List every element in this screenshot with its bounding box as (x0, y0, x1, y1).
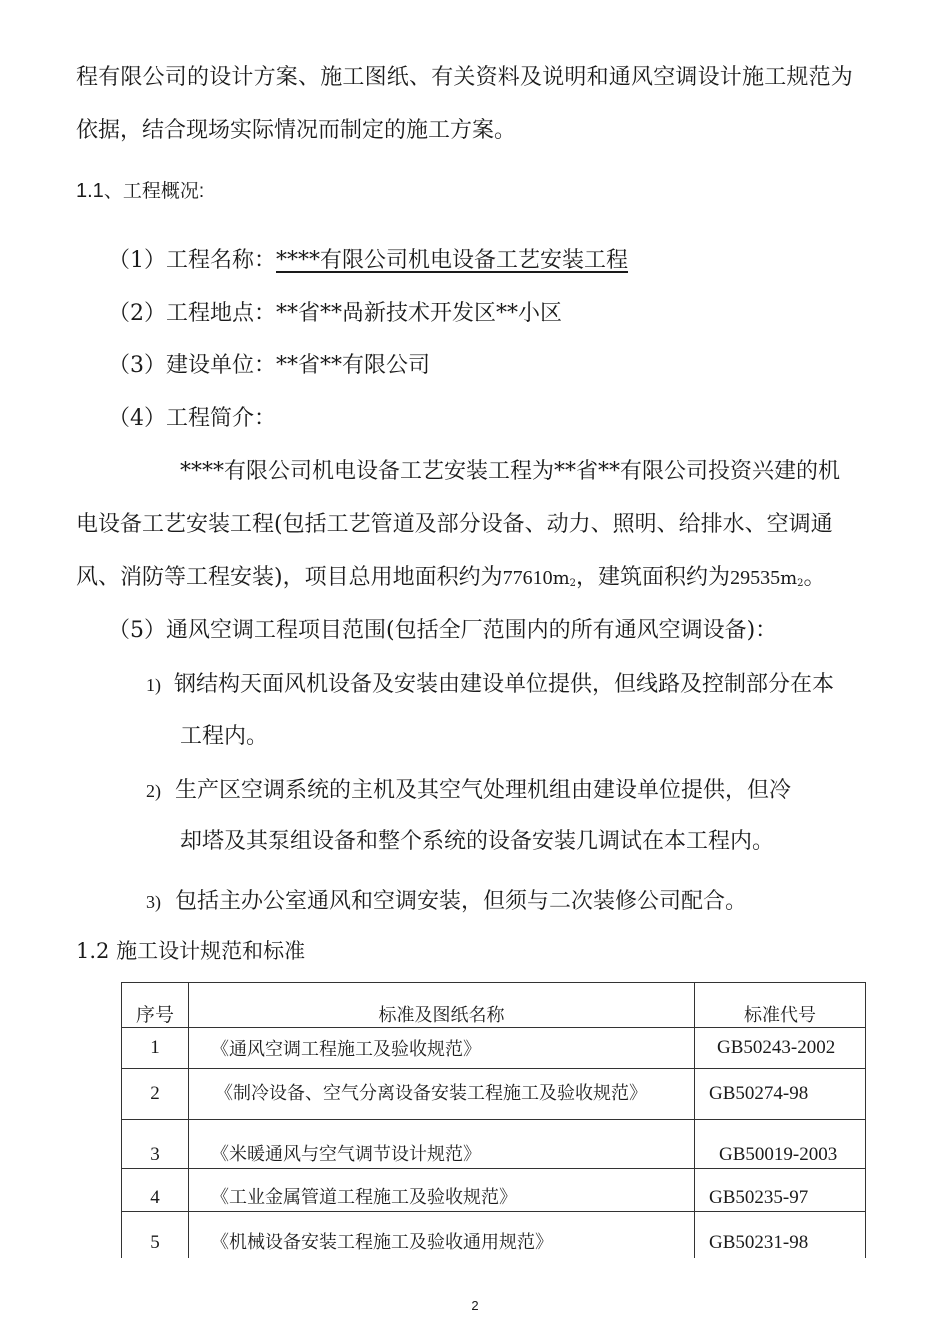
area-unit-2: m (780, 568, 798, 589)
sub-item-number: 3) (146, 892, 161, 912)
row-code: GB50274-98 (695, 1069, 866, 1120)
row-code: GB50243-2002 (695, 1028, 866, 1069)
item-project-brief: （4）工程简介： (108, 406, 276, 431)
section-number: 1.1 (76, 180, 104, 202)
table-row (122, 1120, 866, 1169)
header-no: 序号 (122, 983, 189, 1028)
intro-line-2: 依据，结合现场实际情况而制定的施工方案。 (76, 118, 517, 143)
brief-text-c: 。 (803, 565, 826, 590)
row-name: 《机械设备安装工程施工及验收通用规范》 (189, 1212, 695, 1259)
sub-item-2-cont: 却塔及其泵组设备和整个系统的设备安装几调试在本工程内。 (180, 829, 775, 854)
sub-item-2 (146, 776, 791, 806)
sub-item-3 (146, 887, 747, 917)
table-row (122, 1069, 866, 1120)
sub-item-text: 包括主办公室通风和空调安装，但须与二次装修公司配合。 (175, 889, 748, 914)
sub-item-number: 1) (146, 675, 161, 695)
table-row (122, 1212, 866, 1259)
row-code: GB50231-98 (695, 1212, 866, 1259)
row-name: 《制冷设备、空气分离设备安装工程施工及验收规范》 (215, 1083, 647, 1104)
row-no: 5 (122, 1212, 189, 1259)
brief-line-1: ****有限公司机电设备工艺安装工程为**省**有限公司投资兴建的机 (180, 459, 841, 484)
header-name: 标准及图纸名称 (189, 983, 695, 1028)
sub-item-text: 钢结构天面风机设备及安装由建设单位提供，但线路及控制部分在本 (174, 672, 835, 697)
row-code: GB50235-97 (695, 1169, 866, 1212)
brief-line-2: 电设备工艺安装工程(包括工艺管道及部分设备、动力、照明、给排水、空调通 (76, 512, 833, 537)
page-number: 2 (471, 1298, 479, 1313)
area-unit-sup-2: 2 (797, 578, 804, 589)
standards-table (121, 982, 866, 1258)
row-no: 3 (122, 1120, 189, 1169)
row-name-cell (189, 1069, 695, 1120)
sub-item-1-cont: 工程内。 (180, 724, 269, 749)
row-no: 2 (122, 1069, 189, 1120)
item-label: （1）工程名称： (108, 248, 276, 273)
section-title: 、工程概况: (103, 181, 205, 202)
section-heading-1-1 (76, 175, 204, 207)
row-no: 1 (122, 1028, 189, 1069)
area-unit-sup: 2 (569, 578, 577, 589)
row-name: 《工业金属管道工程施工及验收规范》 (189, 1169, 695, 1212)
sub-item-text: 生产区空调系统的主机及其空气处理机组由建设单位提供，但冷 (175, 778, 792, 803)
table-row (122, 1169, 866, 1212)
intro-line-1: 程有限公司的设计方案、施工图纸、有关资料及说明和通风空调设计施工规范为 (76, 65, 854, 90)
item-project-location: （2）工程地点：**省**咼新技术开发区**小区 (108, 301, 562, 326)
row-code: GB50019-2003 (695, 1120, 866, 1169)
item-scope: （5）通风空调工程项目范围(包括全厂范围内的所有通风空调设备)： (108, 618, 778, 643)
section-heading-1-2: 1.2 施工设计规范和标准 (76, 939, 306, 963)
brief-text-b: ，建筑面积约为 (576, 565, 731, 590)
table-header-row (122, 983, 866, 1028)
land-area: 77610 (502, 567, 553, 589)
item-project-name (108, 246, 628, 276)
project-name-value: ****有限公司机电设备工艺安装工程 (276, 248, 629, 273)
table-row (122, 1028, 866, 1069)
row-no: 4 (122, 1169, 189, 1212)
row-name: 《米暖通风与空气调节设计规范》 (189, 1120, 695, 1169)
sub-item-1 (146, 670, 834, 700)
item-construction-unit: （3）建设单位：**省**有限公司 (108, 353, 430, 378)
building-area: 29535 (730, 567, 781, 589)
brief-line-3 (76, 563, 826, 597)
sub-item-number: 2) (146, 781, 161, 801)
area-unit: m (552, 568, 570, 589)
header-code: 标准代号 (695, 983, 866, 1028)
row-name: 《通风空调工程施工及验收规范》 (189, 1028, 695, 1069)
brief-text-a: 风、消防等工程安装)，项目总用地面积约为 (76, 565, 503, 590)
